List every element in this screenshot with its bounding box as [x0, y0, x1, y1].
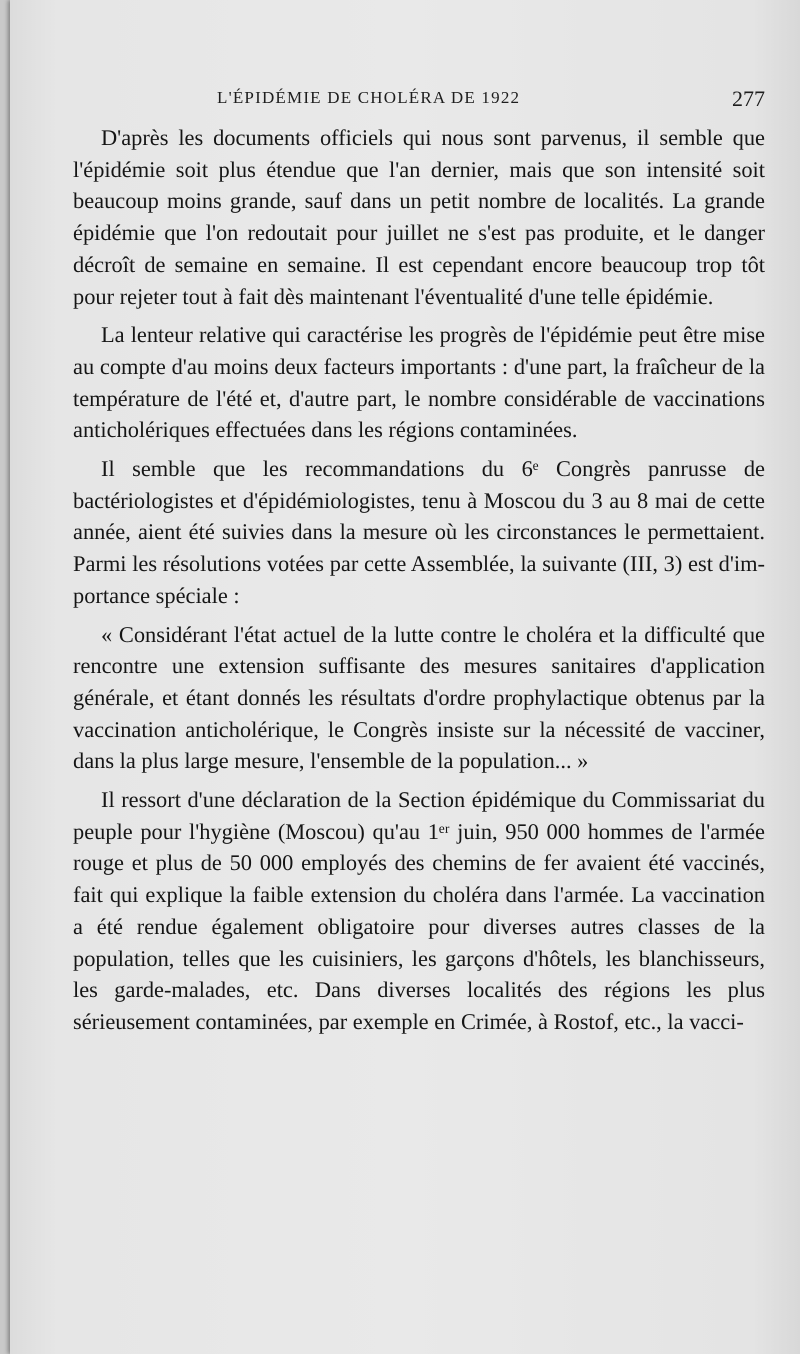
- paragraph: La lenteur relative qui caractérise les progrès de l'épidémie peut être mise au compte d'au moins deux facteurs importants : d'une part, la fraîcheur de la température de l'été et, d'autre part, le nombre considérable de vaccinations anticholériques effectuées dans les régions contaminées.: [73, 322, 765, 443]
- paragraph: Il semble que les recommandations du 6ᵉ Congrès panrusse de bactériologistes et d'épidémiologistes, tenu à Moscou du 3 au 8 mai de cette année, aient été suivies dans la mesure où les circonstances le permettaient. Parmi les résolutions votées par cette Assemblée, la suivante (III, 3) est d'importance spéciale :: [73, 456, 765, 608]
- running-title: L'ÉPIDÉMIE DE CHOLÉRA DE 1922: [217, 88, 521, 107]
- page-header: [10, 88, 800, 118]
- paragraph: « Considérant l'état actuel de la lutte contre le choléra et la difficulté que rencontre une extension suffisante des mesures sanitaires d'application générale, et étant donnés les résultats d'ordre prophylactique obtenus par la vaccination anticholérique, le Congrès insiste sur la nécessité de vacciner, dans la plus large mesure, l'ensemble de la population... »: [73, 621, 765, 774]
- page-number: 277: [732, 86, 765, 111]
- paragraph: D'après les documents officiels qui nous sont parvenus, il semble que l'épidémie soit plus étendue que l'an dernier, mais que son intensité soit beaucoup moins grande, sauf dans un petit nombre de localités. La grande épidémie que l'on redoutait pour juillet ne s'est pas produite, et le danger décroît de semaine en semaine. Il est cependant encore beaucoup trop tôt pour rejeter tout à fait dès maintenant l'éventualité d'une telle épidémie.: [73, 125, 765, 309]
- book-page: [10, 0, 800, 1354]
- body-text: [73, 122, 765, 1038]
- paragraph: Il ressort d'une déclaration de la Section épidémique du Commissariat du peuple pour l'hygiène (Moscou) qu'au 1ᵉʳ juin, 950 000 hommes de l'armée rouge et plus de 50 000 employés des chemins de fer avaient été vaccinés, fait qui explique la faible extension du choléra dans l'armée. La vaccination a été rendue également obligatoire pour diverses autres classes de la population, telles que les cuisiniers, les garçons d'hôtels, les blanchisseurs, les garde-malades, etc. Dans diverses localités des régions les plus sérieusement contaminées, par exemple en Crimée, à Rostof, etc., la vacci-: [73, 787, 765, 1034]
